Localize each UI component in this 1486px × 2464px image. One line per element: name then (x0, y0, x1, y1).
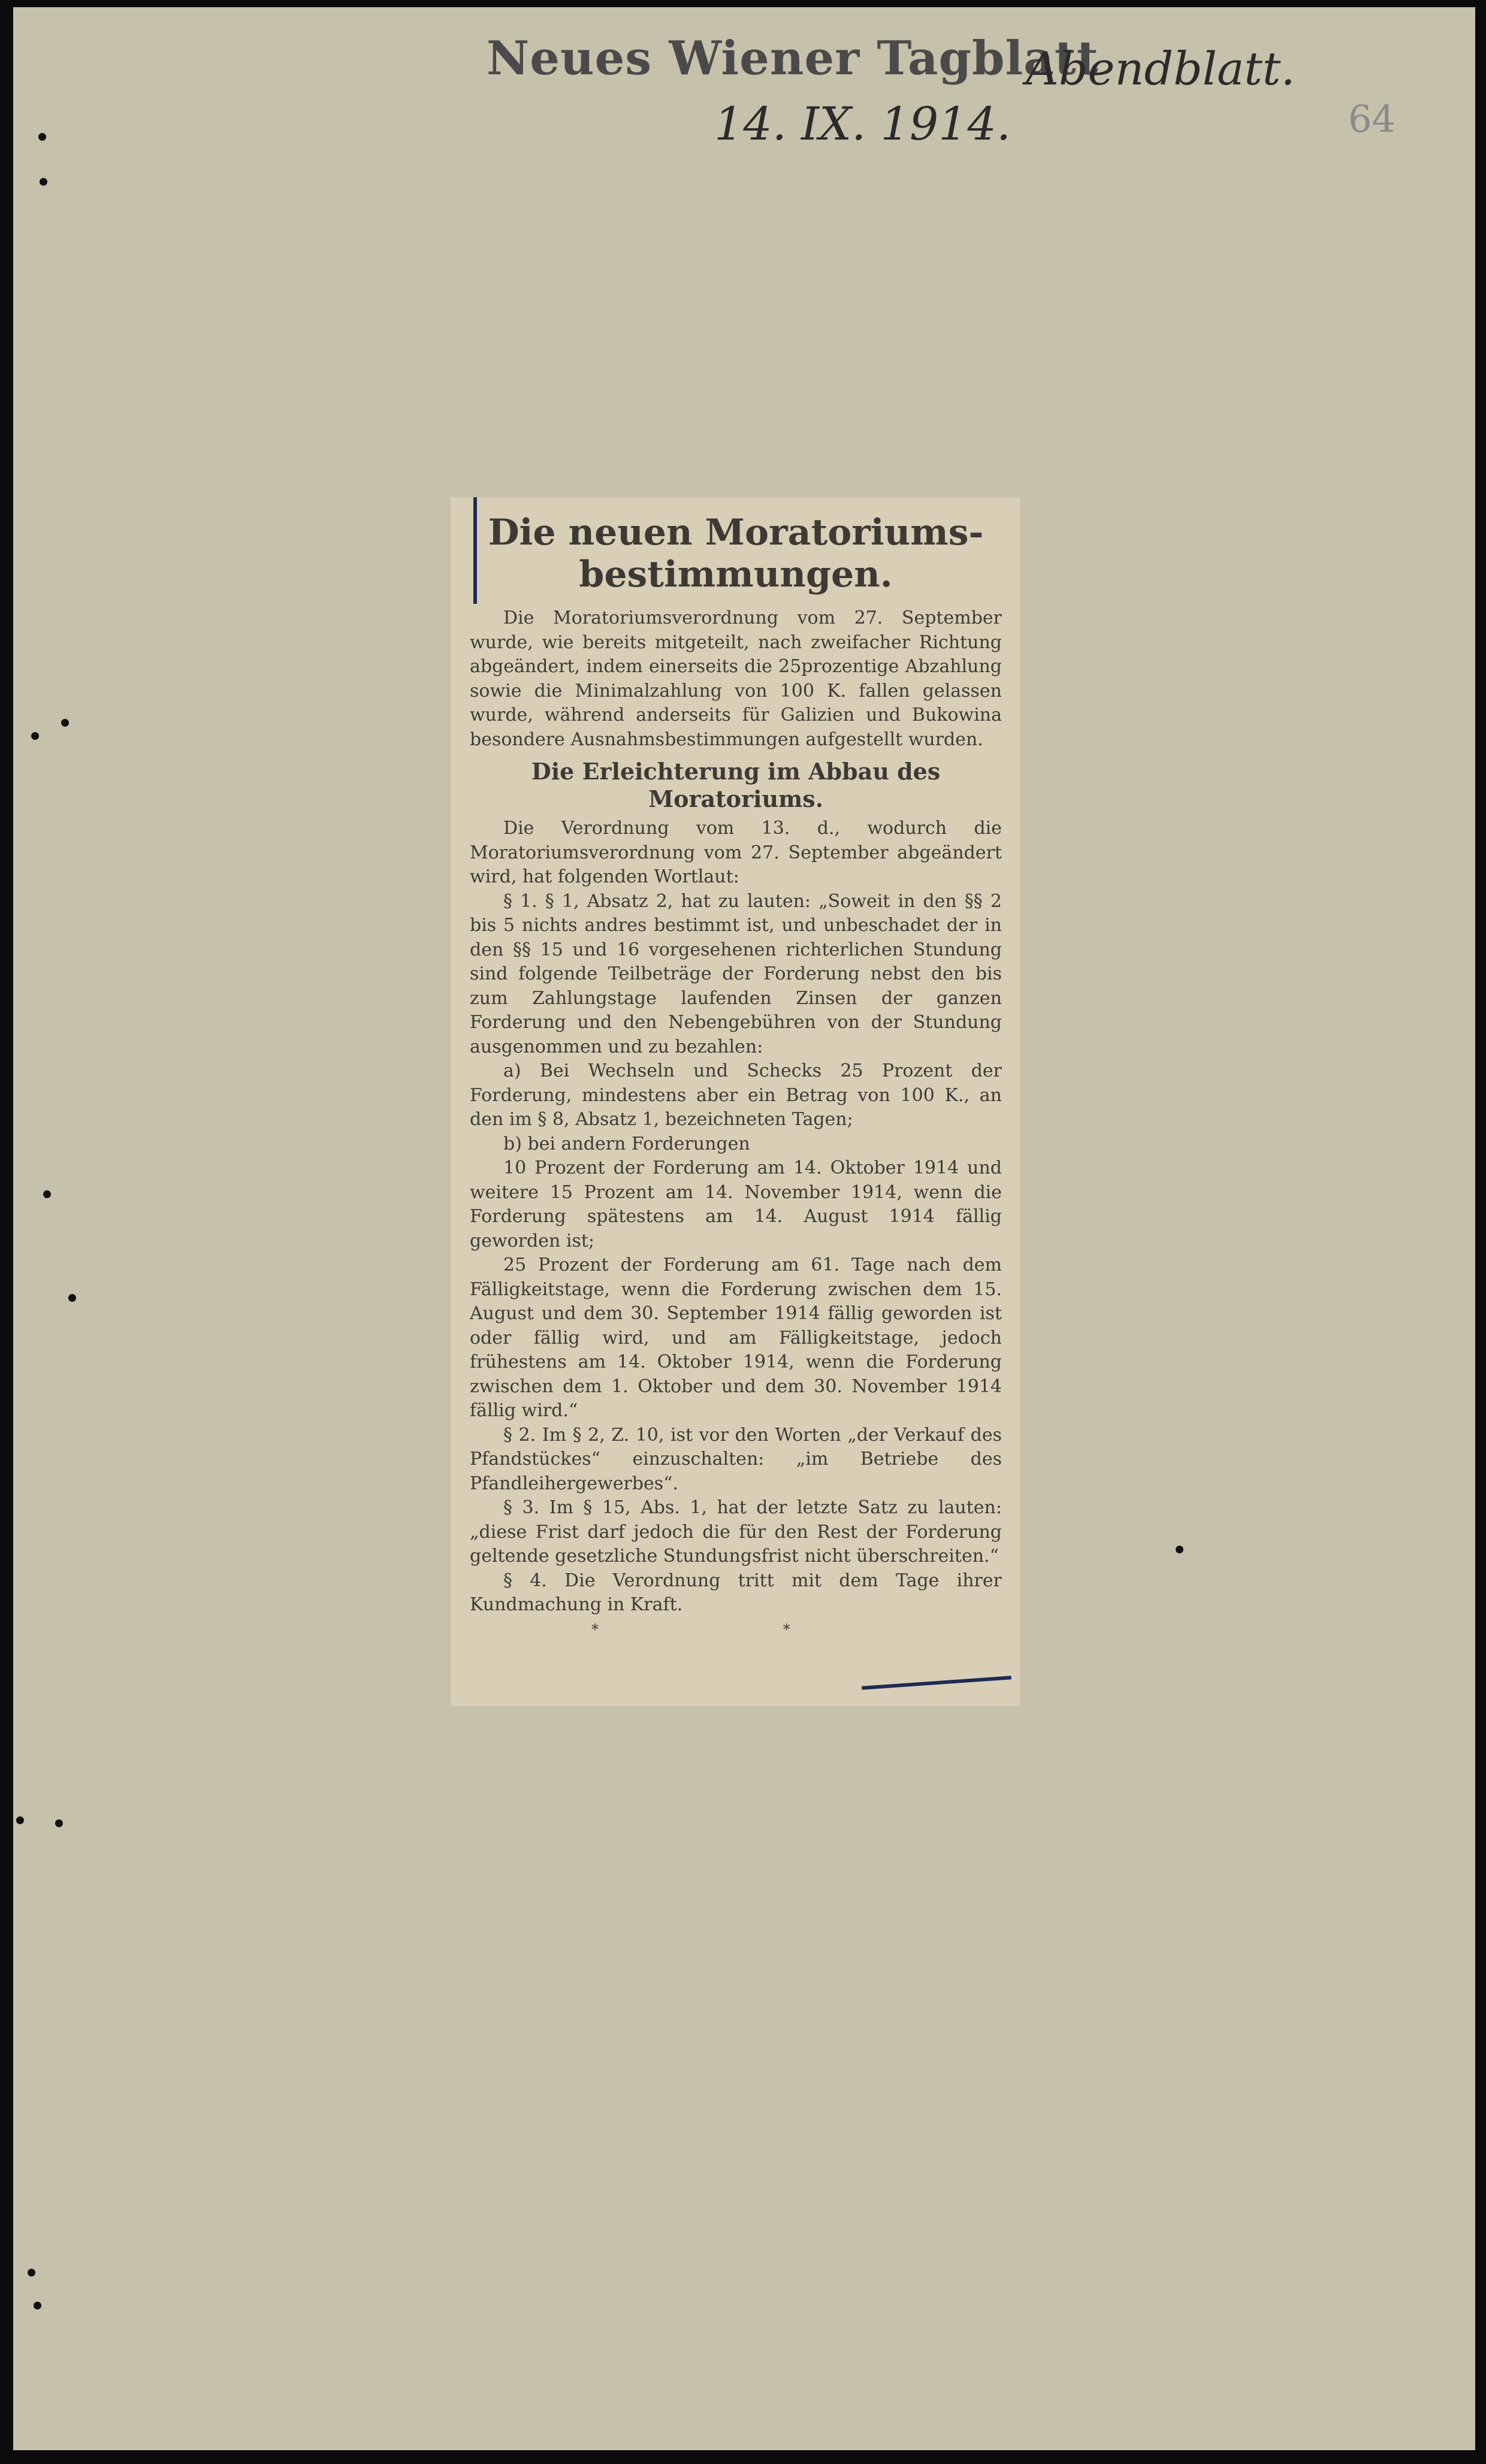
blue-margin-rule (473, 497, 477, 604)
handwritten-date: 14. IX. 1914. (714, 97, 1011, 150)
archive-sheet (13, 7, 1475, 2450)
handwritten-edition-note: Abendblatt. (1026, 42, 1295, 95)
punch-hole (68, 1294, 76, 1302)
article-paragraph: 10 Prozent der Forderung am 14. Oktober 1914 und weitere 15 Prozent am 14. November 1914, wenn die Forderung spätestens am 14. August 1914 fällig geworden ist; (470, 1157, 1002, 1251)
punch-hole (34, 2302, 41, 2309)
punch-hole (16, 1816, 24, 1824)
article-paragraph: § 2. Im § 2, Z. 10, ist vor den Worten „der Verkauf des Pfandstückes“ einzuschalten: „im Betriebe des Pfandleihergewerbes“. (470, 1424, 1002, 1494)
article-paragraph: 25 Prozent der Forderung am 61. Tage nach dem Fälligkeitstage, wenn die Forderung zwischen dem 15. August und dem 30. September 1914 fällig geworden ist oder fällig wird, und am Fälligkeitstage, jedoch frühestens am 14. Oktober 1914, wenn die Forderung zwischen dem 1. Oktober und dem 30. November 1914 fällig wird.“ (470, 1254, 1002, 1421)
punch-hole (28, 2269, 35, 2276)
article-paragraph: a) Bei Wechseln und Schecks 25 Prozent der Forderung, mindestens aber ein Betrag von 100 K., an den im § 8, Absatz 1, bezeichneten Tagen; (470, 1060, 1002, 1130)
newspaper-name-stamp: Neues Wiener Tagblatt (487, 31, 1099, 86)
punch-hole (40, 178, 47, 186)
punch-hole (43, 1190, 51, 1198)
punch-hole (61, 719, 69, 727)
article-paragraph: § 3. Im § 15, Abs. 1, hat der letzte Satz zu lauten: „diese Frist darf jedoch die für den Rest der Forderung geltende gesetzliche Stundungsfrist nicht überschreiten.“ (470, 1497, 1002, 1567)
end-ornament: * * (591, 1621, 880, 1638)
article-paragraph: § 4. Die Verordnung tritt mit dem Tage ihrer Kundmachung in Kraft. (470, 1570, 1002, 1615)
article-paragraph: § 1. § 1, Absatz 2, hat zu lauten: „Soweit in den §§ 2 bis 5 nichts andres bestimmt ist, und unbeschadet der in den §§ 15 und 16 vorgesehenen richterlichen Stundung sind folgende Teilbeträge der Forderung nebst den bis zum Zahlungstage laufenden Zinsen der ganzen Forderung und den Nebengebühren von der Stundung ausgenommen und zu bezahlen: (470, 890, 1002, 1057)
article-paragraph: Die Verordnung vom 13. d., wodurch die Moratoriumsverordnung vom 27. September abgeändert wird, hat folgenden Wortlaut: (470, 818, 1002, 887)
blue-underline-mark (862, 1676, 1011, 1689)
punch-hole (38, 133, 46, 141)
article-paragraph: b) bei andern Forderungen (503, 1133, 750, 1154)
article-intro: Die Moratoriumsverordnung vom 27. September wurde, wie bereits mitgeteilt, nach zweifacher Richtung abgeändert, indem einerseits die 25prozentige Abzahlung sowie die Minimalzahlung von 100 K. fallen gelassen wurde, während anderseits für Galizien und Bukowina besondere Ausnahmsbestimmungen aufgestellt wurden. (470, 607, 1002, 750)
newspaper-clipping (451, 497, 1020, 1706)
article-subheading: Die Erleichterung im Abbau des Moratoriums. (531, 758, 941, 812)
page-number: 64 (1348, 97, 1396, 141)
article-title: Die neuen Moratoriums-bestimmungen. (488, 512, 984, 595)
punch-hole (1176, 1546, 1183, 1553)
punch-hole (55, 1819, 63, 1827)
punch-hole (31, 732, 39, 740)
